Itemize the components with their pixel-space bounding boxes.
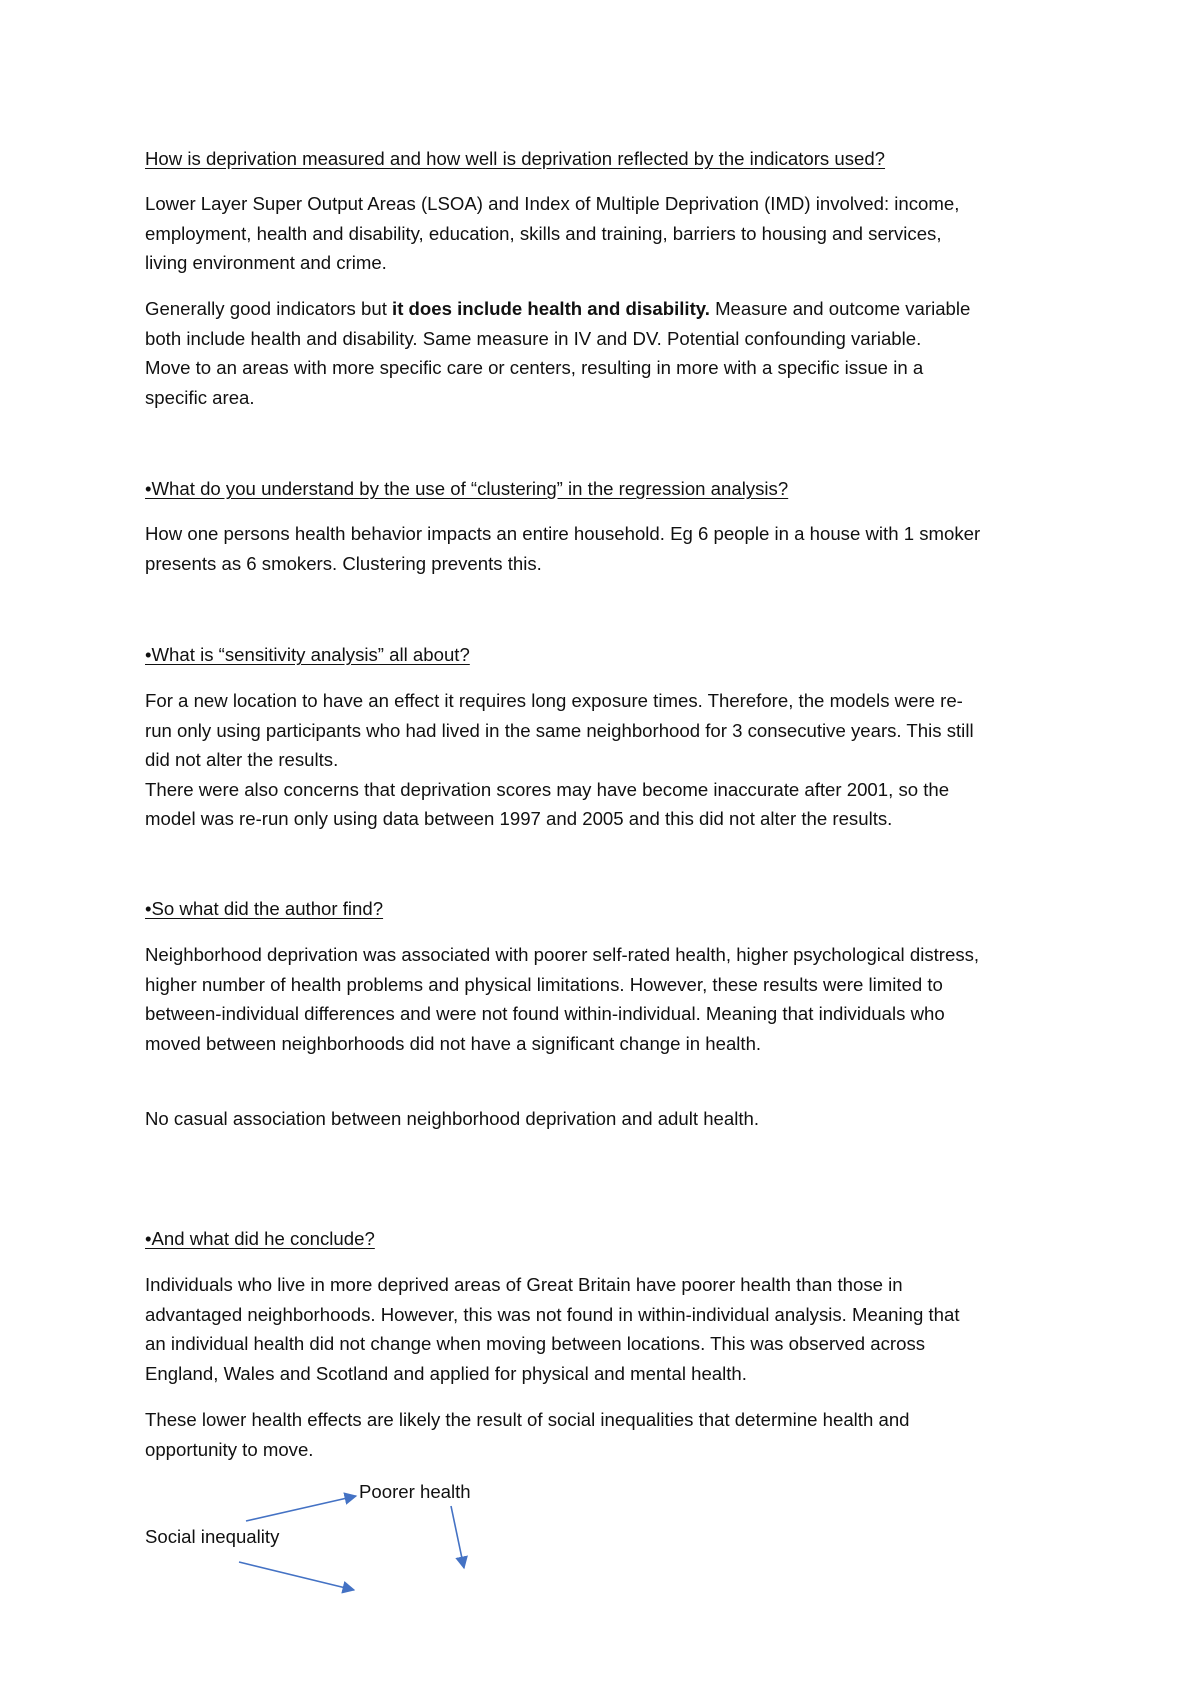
question-clustering: •What do you understand by the use of “clustering” in the regression analysis?	[145, 478, 789, 499]
text-line: run only using participants who had lived in the same neighborhood for 3 consecutive years. This still	[145, 719, 974, 741]
question-findings: •So what did the author find?	[145, 898, 384, 919]
text-line: employment, health and disability, education, skills and training, barriers to housing and services,	[145, 222, 942, 244]
text-line: There were also concerns that deprivation scores may have become inaccurate after 2001, so the	[145, 778, 950, 800]
text-line: living environment and crime.	[145, 252, 387, 273]
text-line: both include health and disability. Same measure in IV and DV. Potential confounding variable.	[145, 327, 922, 349]
arrow-down-from-poorer-health	[451, 1506, 464, 1568]
text-line: moved between neighborhoods did not have a significant change in health.	[145, 1032, 762, 1054]
text-run: Measure and outcome variable	[709, 298, 971, 319]
text-line: For a new location to have an effect it requires long exposure times. Therefore, the models were re-	[145, 690, 963, 711]
paragraph-no-causal: No casual association between neighborhood deprivation and adult health.	[145, 1108, 760, 1129]
text-run: Generally good indicators but	[145, 298, 393, 319]
question-deprivation: How is deprivation measured and how well is deprivation reflected by the indicators used?	[145, 148, 886, 169]
diagram-node-poorer-health: Poorer health	[359, 1481, 471, 1502]
text-line: did not alter the results.	[145, 749, 339, 770]
text-line: Neighborhood deprivation was associated with poorer self-rated health, higher psychological distress,	[145, 944, 980, 965]
diagram-node-social-inequality: Social inequality	[145, 1526, 280, 1547]
text-line: How one persons health behavior impacts an entire household. Eg 6 people in a house with 1 smoker	[145, 523, 981, 544]
text-line: model was re-run only using data between 1997 and 2005 and this did not alter the results.	[145, 808, 893, 829]
arrow-lower-branch	[239, 1562, 354, 1590]
text-line: Move to an areas with more specific care or centers, resulting in more with a specific issue in a	[145, 357, 924, 378]
text-line: opportunity to move.	[145, 1438, 314, 1460]
text-line: presents as 6 smokers. Clustering prevents this.	[145, 552, 542, 574]
text-line: specific area.	[145, 386, 255, 408]
text-line: Individuals who live in more deprived areas of Great Britain have poorer health than those in	[145, 1274, 903, 1295]
bold-emphasis: it does include health and disability.	[392, 298, 710, 319]
question-conclusion: •And what did he conclude?	[145, 1228, 375, 1249]
question-sensitivity: •What is “sensitivity analysis” all about?	[145, 644, 470, 665]
text-line: Lower Layer Super Output Areas (LSOA) and Index of Multiple Deprivation (IMD) involved: income,	[145, 193, 960, 214]
text-line: These lower health effects are likely the result of social inequalities that determine health and	[145, 1409, 910, 1430]
text-line: an individual health did not change when moving between locations. This was observed across	[145, 1333, 926, 1354]
text-line: advantaged neighborhoods. However, this was not found in within-individual analysis. Meaning that	[145, 1303, 960, 1325]
arrow-to-poorer-health	[246, 1496, 356, 1521]
text-line: higher number of health problems and physical limitations. However, these results were limited to	[145, 973, 943, 995]
text-line: England, Wales and Scotland and applied for physical and mental health.	[145, 1362, 747, 1384]
text-line: between-individual differences and were not found within-individual. Meaning that individuals who	[145, 1003, 945, 1024]
